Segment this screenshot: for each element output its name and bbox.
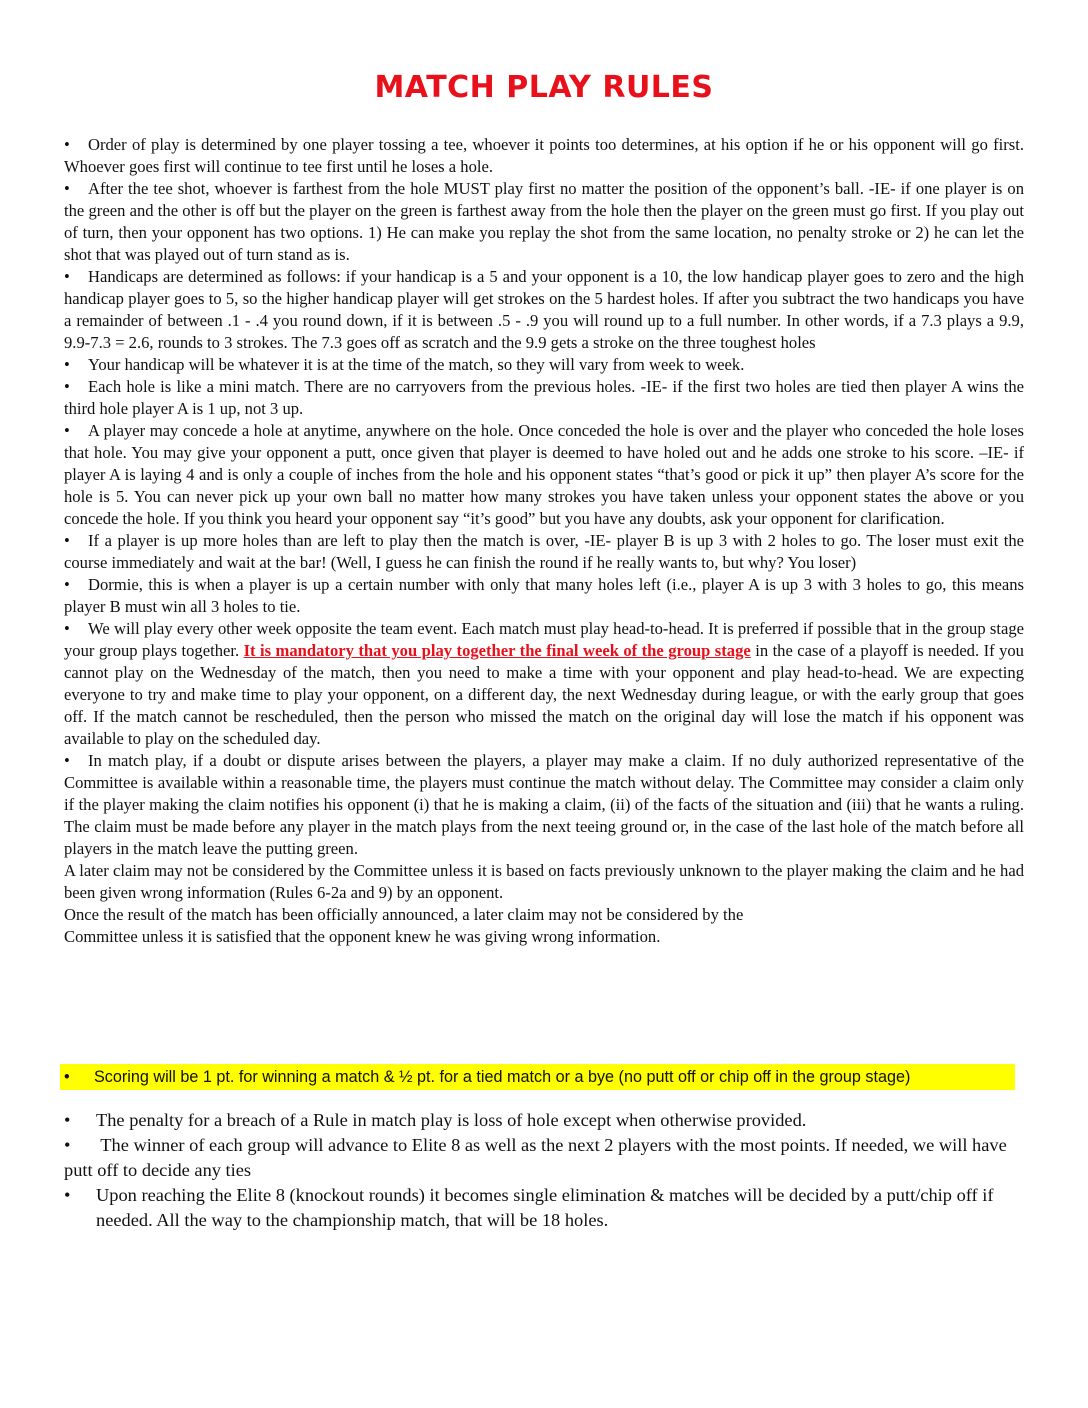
rule-group-winner <box>64 1133 1024 1183</box>
rule-elite-8 <box>64 1183 1024 1233</box>
rule-text: If a player is up more holes than are left to play then the match is over, -IE- player B is up 3 with 2 holes to go. The loser must exit the course immediately and wait at the bar! (Well, I guess he can finish the round if he really wants to, but why? You loser) <box>64 531 1024 572</box>
bullet: • <box>64 531 70 550</box>
bullet: • <box>64 575 70 594</box>
rule-text: The penalty for a breach of a Rule in match play is loss of hole except when otherwise provided. <box>96 1110 807 1130</box>
rule-farthest-plays-first <box>64 178 1024 266</box>
rule-schedule <box>64 618 1024 750</box>
rule-text: in the case of a playoff is needed. If you cannot play on the Wednesday of the match, then you need to make a time with your opponent and play head-to-head. We are expecting everyone to try and make time to play your opponent, on a different day, the next Wednesday during league, or with the early group that goes off. If the match cannot be rescheduled, then the person who missed the match on the original day will lose the match if his opponent was available to play on the scheduled day. <box>64 641 1024 748</box>
bullet: • <box>64 355 70 374</box>
rule-text: We will play every other week opposite the team event. Each match must play head-to-head. It is preferred if possible that in the group stage your group plays together. <box>64 619 1024 660</box>
rule-handicaps <box>64 266 1024 354</box>
rule-order-of-play <box>64 134 1024 178</box>
rule-text: In match play, if a doubt or dispute arises between the players, a player may make a claim. If no duly authorized representative of the Committee is available within a reasonable time, the players must continue the match without delay. The Committee may consider a claim only if the player making the claim notifies his opponent (i) that he is making a claim, (ii) of the facts of the situation and (iii) that he wants a ruling. The claim must be made before any player in the match plays from the next teeing ground or, in the case of the last hole of the match before all players in the match leave the putting green. <box>64 751 1024 858</box>
rule-text: A player may concede a hole at anytime, anywhere on the hole. Once conceded the hole is over and the player who conceded the hole loses that hole. You may give your opponent a putt, once given that player is deemed to have holed out and he adds one stroke to his score. –IE- if player A is laying 4 and is only a couple of inches from the hole and his opponent states “that’s good or pick it up” then player A’s score for the hole is 5. You can never pick up your own ball no matter how many strokes you have taken unless your opponent states the above or you concede the hole. If you think you heard your opponent say “it’s good” but you have any doubts, ask your opponent for clarification. <box>64 421 1024 528</box>
result-announced-line-1: Once the result of the match has been officially announced, a later claim may not be considered by the <box>64 905 744 924</box>
rule-claims <box>64 750 1024 860</box>
rule-text: The winner of each group will advance to Elite 8 as well as the next 2 players with the most points. If needed, we will have putt off to decide any ties <box>64 1135 1007 1180</box>
rule-text: Order of play is determined by one player tossing a tee, whoever it points too determines, at his option if he or his opponent will go first. Whoever goes first will continue to tee first until he loses a hole. <box>64 135 1024 176</box>
scoring-text: Scoring will be 1 pt. for winning a match & ½ pt. for a tied match or a bye (no putt off or chip off in the group stage) <box>94 1068 911 1086</box>
bullet: • <box>64 1185 71 1205</box>
rule-text: Dormie, this is when a player is up a certain number with only that many holes left (i.e., player A is up 3 with 3 holes to go, this means player B must win all 3 holes to tie. <box>64 575 1024 616</box>
scoring-highlight <box>60 1064 1015 1090</box>
bullet: • <box>64 377 70 396</box>
later-claim-text: A later claim may not be considered by the Committee unless it is based on facts previously unknown to the player making the claim and he had been given wrong information (Rules 6-2a and 9) by an opponent. <box>64 861 1024 902</box>
bullet: • <box>64 619 70 638</box>
result-announced-line-2: Committee unless it is satisfied that the opponent knew he was giving wrong information. <box>64 927 661 946</box>
rule-concede <box>64 420 1024 530</box>
rule-text: Upon reaching the Elite 8 (knockout rounds) it becomes single elimination & matches will be decided by a putt/chip off if needed. All the way to the championship match, that will be 18 holes. <box>96 1185 994 1230</box>
bullet: • <box>64 751 70 770</box>
rule-match-over <box>64 530 1024 574</box>
bullet: • <box>64 135 70 154</box>
rule-handicap-time <box>64 354 1024 376</box>
additional-rules <box>64 1108 1024 1233</box>
rule-dormie <box>64 574 1024 618</box>
bullet: • <box>64 1110 71 1130</box>
bullet: • <box>64 179 70 198</box>
rule-text: Your handicap will be whatever it is at the time of the match, so they will vary from week to week. <box>88 355 745 374</box>
rule-text: Handicaps are determined as follows: if your handicap is a 5 and your opponent is a 10, the low handicap player goes to zero and the high handicap player goes to 5, so the higher handicap player will get strokes on the 5 hardest holes. If after you subtract the two handicaps you have a remainder of between .1 - .4 you round down, if it is between .5 - .9 you will round up to a full number. In other words, if a 7.3 plays a 9.9, 9.9-7.3 = 2.6, rounds to 3 strokes. The 7.3 goes off as scratch and the 9.9 gets a stroke on the three toughest holes <box>64 267 1024 352</box>
page-title: MATCH PLAY RULES <box>374 70 714 105</box>
rule-penalty <box>64 1108 1024 1133</box>
bullet: • <box>64 421 70 440</box>
bullet: • <box>64 267 70 286</box>
rule-text: Each hole is like a mini match. There are no carryovers from the previous holes. -IE- if the first two holes are tied then player A wins the third hole player A is 1 up, not 3 up. <box>64 377 1024 418</box>
rule-text: After the tee shot, whoever is farthest from the hole MUST play first no matter the position of the opponent’s ball. -IE- if one player is on the green and the other is off but the player on the green is farthest away from the hole then the player on the green must go first. If you play out of turn, then your opponent has two options. 1) He can make you replay the shot from the same location, no penalty stroke or 2) he can let the shot that was played out of turn stand as is. <box>64 179 1024 264</box>
bullet: • <box>64 1068 70 1086</box>
mandatory-notice-link[interactable]: It is mandatory that you play together the final week of the group stage <box>243 641 751 660</box>
rule-mini-match <box>64 376 1024 420</box>
rules-list <box>64 134 1024 948</box>
bullet: • <box>64 1135 71 1155</box>
